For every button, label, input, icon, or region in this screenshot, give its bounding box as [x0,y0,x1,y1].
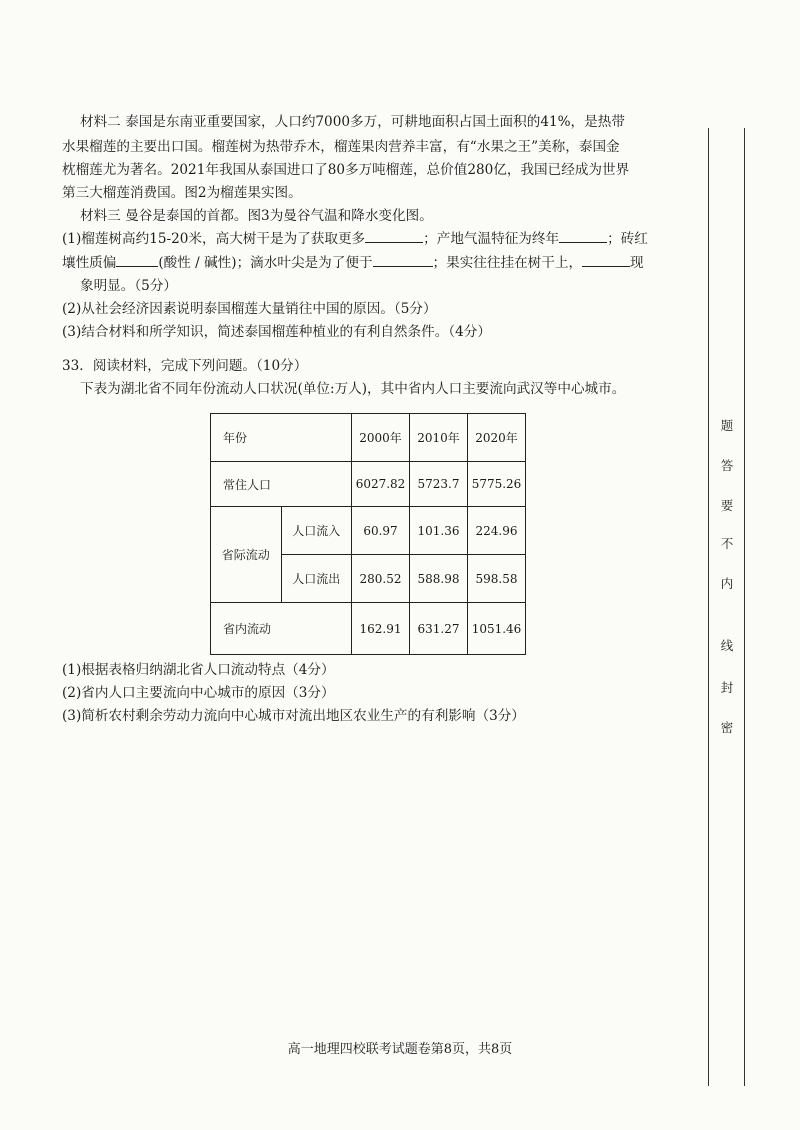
answer-blank-5[interactable] [582,252,630,267]
table-header-row [211,414,526,462]
resident-2000: 6027.82 [352,462,410,507]
seal-char: 不 [720,536,734,551]
q33-sub3: (3)简析农村剩余劳动力流向中心城市对流出地区农业生产的有利影响（3分） [62,708,525,724]
outflow-2020: 598.58 [468,555,526,603]
q33-title: 33．阅读材料，完成下列问题。（10分） [62,358,308,374]
table-row [211,603,526,655]
seal-char: 题 [720,418,734,433]
seal-char: 封 [720,680,734,695]
material2-line-3: 枕榴莲尤为著名。2021年我国从泰国进口了80多万吨榴莲，总价值280亿，我国已经成为世界 [62,162,630,178]
intra-2010: 631.27 [410,603,468,655]
inflow-label: 人口流入 [281,507,352,555]
q32-sub1-part-b: ；产地气温特征为终年 [423,231,560,247]
material2-line-4: 第三大榴莲消费国。图2为榴莲果实图。 [62,185,302,201]
q33-intro: 下表为湖北省不同年份流动人口状况(单位:万人)，其中省内人口主要流向武汉等中心城市。 [80,381,626,397]
material2-line-1: 材料二 泰国是东南亚重要国家，人口约7000多万，可耕地面积占国土面积的41%，是热带 [80,114,625,130]
migration-table [210,413,526,655]
page-footer: 高一地理四校联考试题卷第8页，共8页 [287,1042,513,1057]
q32-sub1-part-g: 现 [630,255,644,271]
q32-sub1-part-f: ；果实往往挂在树干上， [432,255,583,271]
table-row [211,507,526,555]
answer-blank-2[interactable] [559,228,607,243]
q32-sub1-part-e: (酸性 / 碱性)；滴水叶尖是为了便于 [158,255,373,271]
q32-sub1-line2 [62,251,672,275]
q32-sub1-part-a: (1)榴莲树高约15-20米，高大树干是为了获取更多 [62,231,366,247]
material2-line-2: 水果榴莲的主要出口国。榴莲树为热带乔木，榴莲果肉营养丰富，有“水果之王”美称，泰国金 [62,139,620,155]
seal-char: 答 [720,458,734,473]
seal-char: 线 [720,638,734,653]
q33-sub1: (1)根据表格归纳湖北省人口流动特点（4分） [62,662,335,678]
q32-sub1-line1 [62,227,672,251]
binding-line-right [744,128,745,1086]
interprovincial-label: 省际流动 [211,507,282,603]
table-row [211,462,526,507]
q32-sub2: (2)从社会经济因素说明泰国榴莲大量销往中国的原因。（5分） [62,301,437,317]
resident-2010: 5723.7 [410,462,468,507]
seal-char: 密 [720,720,734,735]
q33-sub2: (2)省内人口主要流向中心城市的原因（3分） [62,685,335,701]
inflow-2000: 60.97 [352,507,410,555]
outflow-2000: 280.52 [352,555,410,603]
header-year-2020: 2020年 [468,414,526,462]
binding-line-left [708,128,709,1086]
inflow-2020: 224.96 [468,507,526,555]
seal-char: 要 [720,498,734,513]
resident-2020: 5775.26 [468,462,526,507]
intraprovincial-label: 省内流动 [211,603,352,655]
answer-blank-1[interactable] [365,228,423,243]
header-year-2010: 2010年 [410,414,468,462]
q32-sub1-part-d: 壤性质偏 [62,255,117,271]
outflow-2010: 588.98 [410,555,468,603]
q32-sub1-line3: 象明显。（5分） [80,278,178,294]
q32-sub1-part-c: ；砖红 [607,231,648,247]
intra-2020: 1051.46 [468,603,526,655]
intra-2000: 162.91 [352,603,410,655]
inflow-2010: 101.36 [410,507,468,555]
seal-char: 内 [720,576,734,591]
answer-blank-3[interactable] [116,252,158,267]
q32-sub3: (3)结合材料和所学知识，简述泰国榴莲种植业的有利自然条件。（4分） [62,324,491,340]
header-year-2000: 2000年 [352,414,410,462]
resident-label: 常住人口 [211,462,352,507]
answer-blank-4[interactable] [373,252,433,267]
header-year-label: 年份 [211,414,352,462]
outflow-label: 人口流出 [281,555,352,603]
material3-text: 材料三 曼谷是泰国的首都。图3为曼谷气温和降水变化图。 [80,208,433,224]
